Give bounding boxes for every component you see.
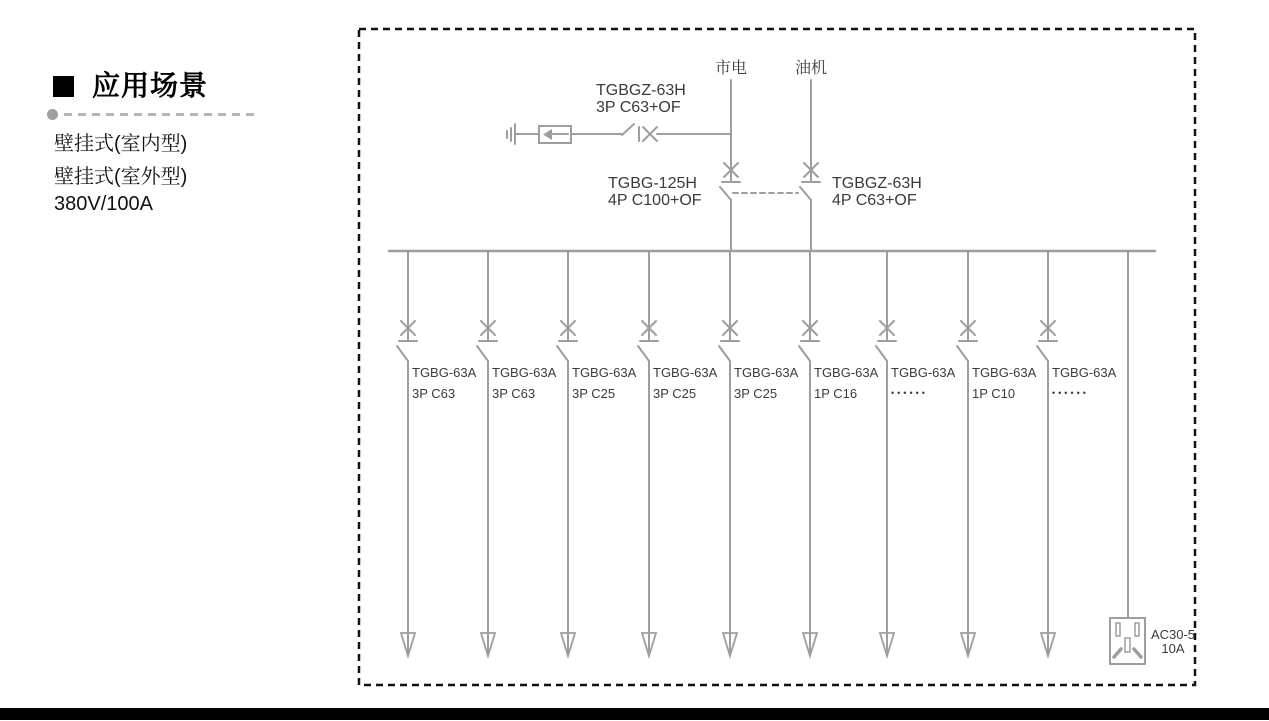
- generator-breaker-model: TGBGZ-63H: [832, 175, 922, 192]
- branch-label-5: [734, 366, 798, 400]
- socket-label: [1147, 628, 1199, 656]
- mains-breaker-label: [608, 175, 702, 209]
- socket-rating: 10A: [1161, 641, 1185, 656]
- branch-spec: 3P C63: [492, 386, 536, 401]
- branch-spec-dots: ••••••: [1052, 388, 1089, 398]
- mains-breaker-spec: 4P C100+OF: [608, 192, 702, 209]
- branch-feeder-6: [799, 251, 819, 656]
- branch-spec: 3P C25: [572, 386, 616, 401]
- branch-spec: 1P C10: [972, 386, 1016, 401]
- branch-label-7: [891, 366, 955, 400]
- branch-spec: 3P C25: [734, 386, 778, 401]
- branch-spec: 3P C25: [653, 386, 697, 401]
- branch-model: TGBG-63A: [412, 365, 477, 380]
- branch-model: TGBG-63A: [814, 365, 879, 380]
- branch-feeder-1: [397, 251, 417, 656]
- spec-item-outdoor: 壁挂式(室外型): [54, 166, 188, 188]
- socket-icon: [1110, 618, 1145, 664]
- branch-label-2: [492, 366, 556, 400]
- branch-model: TGBG-63A: [572, 365, 637, 380]
- branch-model: TGBG-63A: [653, 365, 718, 380]
- mains-incomer-line: [720, 80, 740, 251]
- spd-arrow-icon: [543, 129, 552, 140]
- branch-feeder-7: [876, 251, 896, 656]
- branch-model: TGBG-63A: [734, 365, 799, 380]
- spd-breaker-spec: 3P C63+OF: [596, 99, 681, 116]
- branch-feeder-8: [957, 251, 977, 656]
- spd-breaker-model: TGBGZ-63H: [596, 82, 686, 99]
- branch-label-4: [653, 366, 717, 400]
- branch-label-3: [572, 366, 636, 400]
- branch-model: TGBG-63A: [492, 365, 557, 380]
- branch-feeder-2: [477, 251, 497, 656]
- branch-spec-dots: ••••••: [891, 388, 928, 398]
- branch-spec: 3P C63: [412, 386, 456, 401]
- branch-label-1: [412, 366, 476, 400]
- spec-item-rating: 380V/100A: [54, 193, 153, 215]
- branch-model: TGBG-63A: [972, 365, 1037, 380]
- generator-breaker-spec: 4P C63+OF: [832, 192, 917, 209]
- branch-model: TGBG-63A: [1052, 365, 1117, 380]
- footer-bar: [0, 708, 1269, 720]
- branch-feeder-5: [719, 251, 739, 656]
- branch-label-6: [814, 366, 878, 400]
- branch-model: TGBG-63A: [891, 365, 956, 380]
- spd-branch: [507, 124, 731, 144]
- branch-feeder-4: [638, 251, 658, 656]
- branch-label-9: [1052, 366, 1116, 400]
- branch-feeder-9: [1037, 251, 1057, 656]
- branch-spec: 1P C16: [814, 386, 858, 401]
- branch-feeder-3: [557, 251, 577, 656]
- spd-breaker-label: [596, 82, 686, 116]
- generator-source-label: 油机: [794, 60, 827, 77]
- mains-breaker-model: TGBG-125H: [608, 175, 697, 192]
- spec-item-indoor: 壁挂式(室内型): [54, 133, 188, 155]
- section-heading: 应用场景: [92, 70, 209, 101]
- mains-source-label: 市电: [714, 60, 747, 77]
- generator-incomer-line: [800, 80, 820, 251]
- generator-breaker-label: [832, 175, 922, 209]
- socket-feeder: [1110, 251, 1145, 664]
- branch-label-8: [972, 366, 1036, 400]
- socket-model: AC30-5: [1150, 627, 1196, 642]
